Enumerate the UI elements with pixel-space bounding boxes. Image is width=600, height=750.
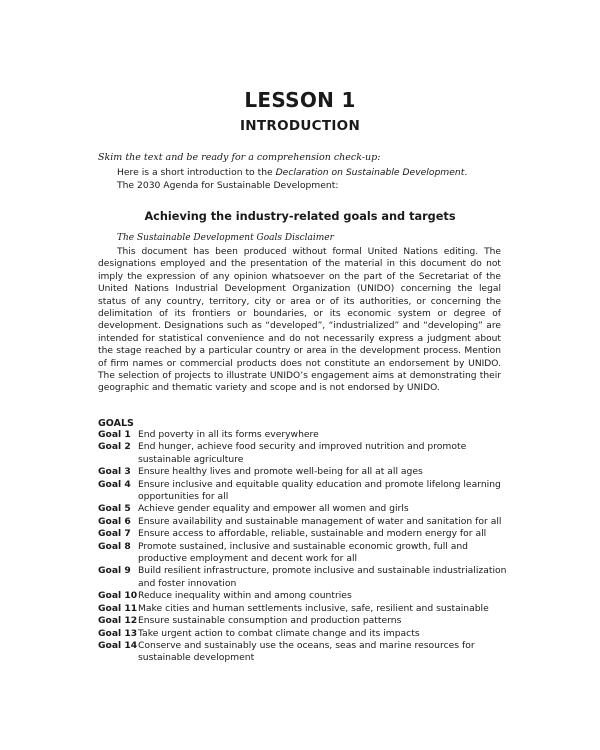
intro-line-1-italic: Declaration on Sustainable Development bbox=[275, 167, 465, 178]
goal-text: Take urgent action to combat climate change and its impacts bbox=[138, 627, 420, 639]
intro-line-1-prefix: Here is a short introduction to the bbox=[117, 167, 276, 178]
goal-item bbox=[98, 615, 508, 627]
goal-label: Goal 6 bbox=[98, 515, 131, 527]
goal-item bbox=[98, 565, 508, 590]
goal-label: Goal 3 bbox=[98, 466, 131, 478]
intro-line-2: The 2030 Agenda for Sustainable Development: bbox=[117, 179, 339, 191]
goal-text: End poverty in all its forms everywhere bbox=[138, 429, 319, 440]
lesson-subtitle: INTRODUCTION bbox=[239, 118, 361, 134]
goal-item bbox=[98, 466, 508, 478]
goal-text: Build resilient infrastructure, promote inclusive and sustainable industrialization and foster innovation bbox=[138, 565, 507, 589]
intro-block bbox=[117, 167, 517, 192]
instruction-text: Skim the text and be ready for a comprehension check-up: bbox=[98, 152, 381, 163]
goal-label: Goal 2 bbox=[98, 441, 131, 453]
goal-item bbox=[98, 516, 508, 528]
goal-item bbox=[98, 528, 508, 540]
goal-text: Ensure availability and sustainable management of water and sanitation for all bbox=[138, 515, 502, 527]
lesson-title: LESSON 1 bbox=[244, 88, 356, 112]
goal-item bbox=[98, 541, 508, 566]
goal-text: Ensure healthy lives and promote well-being for all at all ages bbox=[138, 466, 423, 478]
goal-label: Goal 8 bbox=[98, 540, 131, 552]
goal-item bbox=[98, 628, 508, 640]
intro-line-1-suffix: . bbox=[464, 167, 468, 178]
goal-label: Goal 10 bbox=[98, 590, 138, 602]
goal-label: Goal 11 bbox=[98, 602, 138, 614]
goal-text: Conserve and sustainably use the oceans, seas and marine resources for sustainable development bbox=[138, 639, 475, 664]
goal-label: Goal 9 bbox=[98, 565, 131, 577]
goal-text: Reduce inequality within and among countries bbox=[138, 590, 352, 602]
goals-list bbox=[98, 429, 508, 665]
goal-item bbox=[98, 429, 508, 441]
goal-item bbox=[98, 590, 508, 602]
goal-label: Goal 12 bbox=[98, 615, 138, 627]
disclaimer-title: The Sustainable Development Goals Disclaimer bbox=[117, 233, 334, 243]
goal-item bbox=[98, 603, 508, 615]
goal-text: Achieve gender equality and empower all women and girls bbox=[138, 503, 409, 515]
goal-label: Goal 7 bbox=[98, 528, 131, 540]
goal-item bbox=[98, 479, 508, 504]
goal-item bbox=[98, 441, 508, 466]
goal-label: Goal 4 bbox=[98, 478, 131, 490]
section-heading: Achieving the industry-related goals and targets bbox=[144, 210, 456, 223]
goal-text: Ensure access to affordable, reliable, sustainable and modern energy for all bbox=[138, 528, 487, 540]
goal-text: Ensure sustainable consumption and production patterns bbox=[138, 615, 402, 627]
goal-label: Goal 13 bbox=[98, 627, 138, 639]
disclaimer-body: This document has been produced without formal United Nations editing. The designations employed and the presentation of the material in this document do not imply the expression of any opinion whatsoever on the part of the Secretariat of the United Nations Industrial Development Organization (UNIDO) concerning the legal status of any country, territory, city or area or of its authorities, or concerning the delimitation of its frontiers or boundaries, or its economic system or degree of development. Designations such as “developed”, “industrialized” and “developing” are intended for statistical convenience and do not necessarily express a judgment about the stage reached by a particular country or area in the development process. Mention of firm names or commercial products does not constitute an endorsement by UNIDO. The selection of projects to illustrate UNIDO’s engagement aims at demonstrating their geographic and thematic variety and scope and is not endorsed by UNIDO. bbox=[98, 247, 501, 394]
intro-line-1 bbox=[117, 167, 517, 180]
goal-label: Goal 5 bbox=[98, 503, 131, 515]
goal-label: Goal 1 bbox=[98, 429, 131, 440]
goal-item bbox=[98, 640, 508, 665]
goal-label: Goal 14 bbox=[98, 639, 138, 651]
goal-text: Make cities and human settlements inclusive, safe, resilient and sustainable bbox=[138, 602, 489, 614]
goals-header: GOALS bbox=[98, 418, 134, 429]
goal-text: Promote sustained, inclusive and sustainable economic growth, full and productive employment and decent work for all bbox=[138, 540, 469, 565]
goal-item bbox=[98, 503, 508, 515]
goal-text: End hunger, achieve food security and improved nutrition and promote sustainable agriculture bbox=[138, 441, 467, 465]
goal-text: Ensure inclusive and equitable quality education and promote lifelong learning opportunities for all bbox=[138, 478, 501, 503]
